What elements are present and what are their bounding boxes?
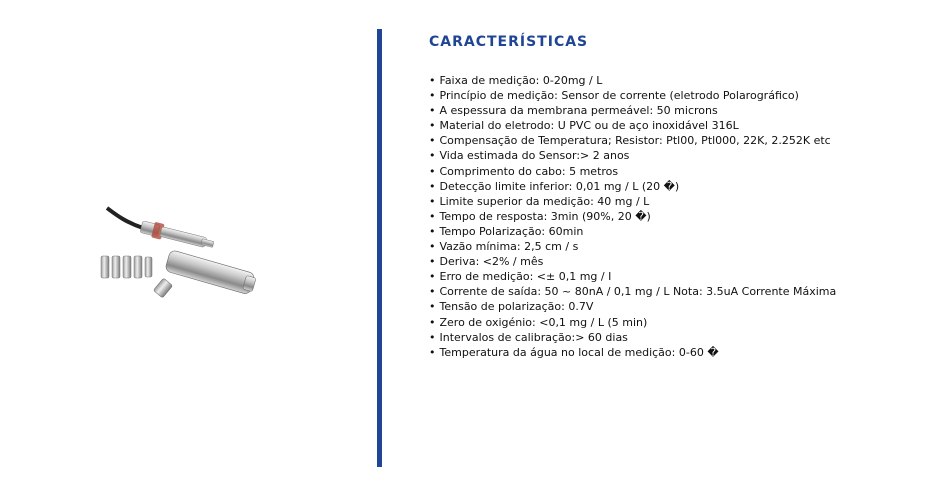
spec-item: • Erro de medição: <± 0,1 mg / I — [429, 269, 929, 284]
spec-item: • Corrente de saída: 50 ~ 80nA / 0,1 mg / L Nota: 3.5uA Corrente Máxima — [429, 284, 929, 299]
spec-item: • Material do eletrodo: U PVC ou de aço inoxidável 316L — [429, 118, 929, 133]
spec-item: • Princípio de medição: Sensor de corrente (eletrodo Polarográfico) — [429, 88, 929, 103]
spec-item: • Tensão de polarização: 0.7V — [429, 299, 929, 314]
spec-item: • Comprimento do cabo: 5 metros — [429, 164, 929, 179]
spec-item: • Vazão mínima: 2,5 cm / s — [429, 239, 929, 254]
specifications-list — [429, 73, 929, 360]
spec-item: • A espessura da membrana permeável: 50 microns — [429, 103, 929, 118]
dissolved-oxygen-sensor-image — [95, 200, 265, 310]
section-title: CARACTERÍSTICAS — [429, 34, 589, 50]
spec-item: • Tempo de resposta: 3min (90%, 20 �) — [429, 209, 929, 224]
spec-item: • Faixa de medição: 0-20mg / L — [429, 73, 929, 88]
spec-item: • Detecção limite inferior: 0,01 mg / L (20 �) — [429, 179, 929, 194]
spec-item: • Limite superior da medição: 40 mg / L — [429, 194, 929, 209]
section-divider-bar — [377, 29, 382, 467]
spec-item: • Tempo Polarização: 60min — [429, 224, 929, 239]
spec-item: • Intervalos de calibração:> 60 dias — [429, 330, 929, 345]
spec-item: • Compensação de Temperatura; Resistor: Ptl00, Ptl000, 22K, 2.252K etc — [429, 133, 929, 148]
spec-item: • Temperatura da água no local de medição: 0-60 � — [429, 345, 929, 360]
spec-item: • Deriva: <2% / mês — [429, 254, 929, 269]
spec-item: • Vida estimada do Sensor:> 2 anos — [429, 148, 929, 163]
spec-item: • Zero de oxigénio: <0,1 mg / L (5 min) — [429, 315, 929, 330]
